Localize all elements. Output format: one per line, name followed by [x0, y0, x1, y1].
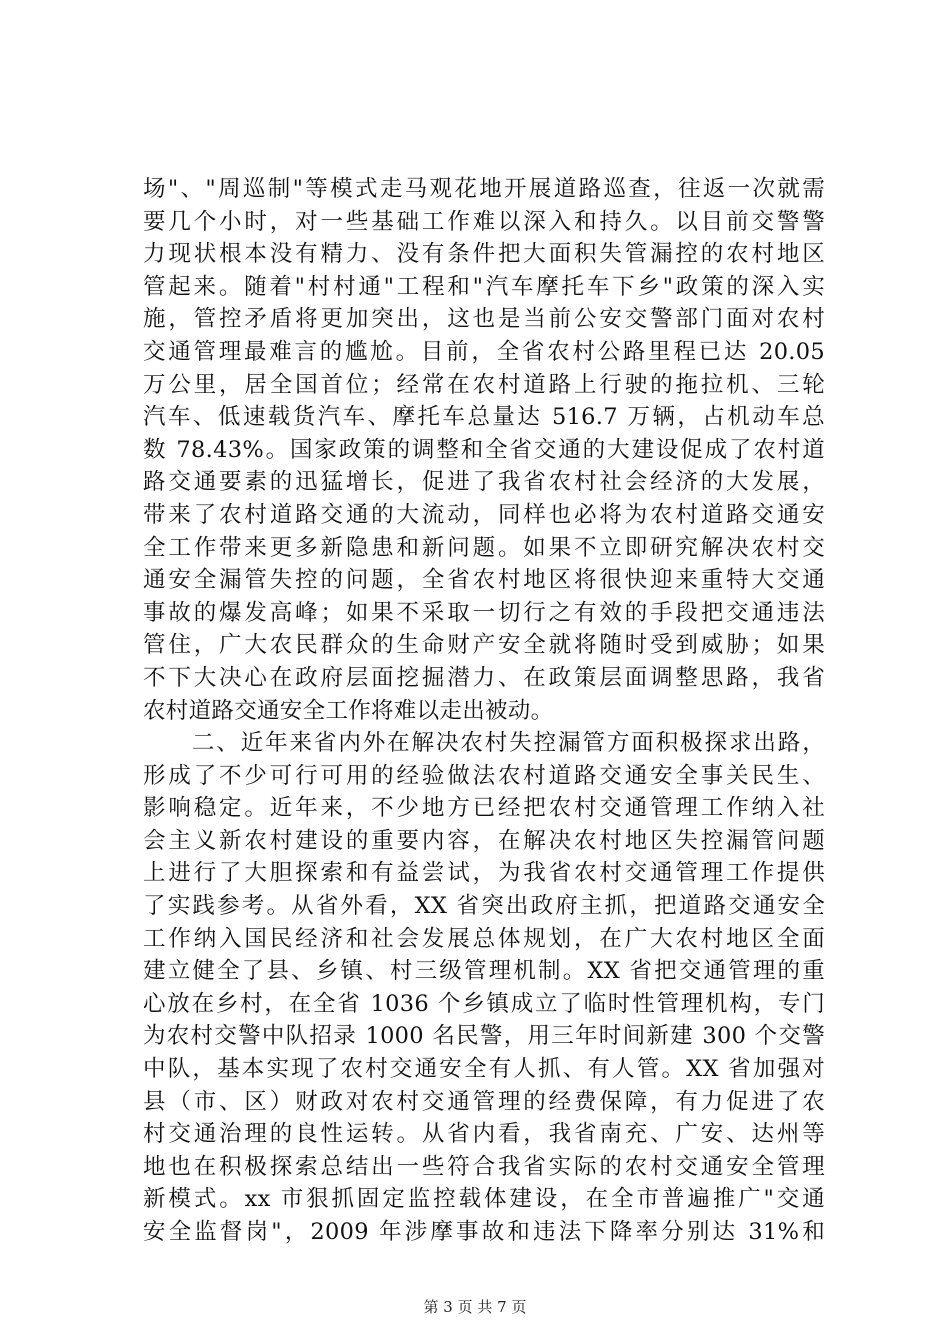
text-line: 工作纳入国民经济和社会发展总体规划，在广大农村地区全面 [143, 925, 825, 952]
paragraph-end-line: 农村道路交通安全工作将难以走出被动。 [143, 697, 554, 724]
text-line: 建立健全了县、乡镇、村三级管理机制。XX 省把交通管理的重 [143, 958, 825, 985]
text-line: 中队，基本实现了农村交通安全有人抓、有人管。XX 省加强对 [143, 1056, 825, 1083]
text-line: 上进行了大胆探索和有益尝试，为我省农村交通管理工作提供 [143, 860, 825, 887]
text-line: 管住，广大农民群众的生命财产安全就将随时受到威胁；如果 [143, 632, 825, 659]
text-line: 安全监督岗"，2009 年涉摩事故和违法下降率分别达 31%和 [143, 1219, 825, 1245]
text-line: 管起来。随着"村村通"工程和"汽车摩托车下乡"政策的深入实 [143, 273, 825, 300]
text-line: 会主义新农村建设的重要内容，在解决农村地区失控漏管问题 [143, 827, 825, 854]
text-line: 全工作带来更多新隐患和新问题。如果不立即研究解决农村交 [143, 534, 825, 561]
section-heading-line: 二、近年来省内外在解决农村失控漏管方面积极探求出路， [143, 730, 825, 757]
text-line: 要几个小时，对一些基础工作难以深入和持久。以目前交警警 [143, 208, 825, 235]
text-line: 力现状根本没有精力、没有条件把大面积失管漏控的农村地区 [143, 241, 825, 268]
text-line: 县（市、区）财政对农村交通管理的经费保障，有力促进了农 [143, 1088, 825, 1115]
text-line: 了实践参考。从省外看，XX 省突出政府主抓，把道路交通安全 [143, 893, 825, 920]
text-line: 影响稳定。近年来，不少地方已经把农村交通管理工作纳入社 [143, 795, 825, 822]
text-line: 地也在积极探索总结出一些符合我省实际的农村交通安全管理 [143, 1153, 825, 1180]
text-line: 汽车、低速载货汽车、摩托车总量达 516.7 万辆，占机动车总 [143, 404, 825, 431]
text-line: 不下大决心在政府层面挖掘潜力、在政策层面调整思路，我省 [143, 664, 825, 691]
text-line: 新模式。xx 市狠抓固定监控载体建设，在全市普遍推广"交通 [143, 1186, 825, 1213]
text-line: 为农村交警中队招录 1000 名民警，用三年时间新建 300 个交警 [143, 1023, 825, 1050]
page-number-footer: 第 3 页 共 7 页 [423, 1298, 527, 1316]
text-line: 带来了农村道路交通的大流动，同样也必将为农村道路交通安 [143, 501, 825, 528]
text-line: 通安全漏管失控的问题，全省农村地区将很快迎来重特大交通 [143, 567, 825, 594]
text-line: 施，管控矛盾将更加突出，这也是当前公安交警部门面对农村 [143, 306, 825, 333]
text-line: 形成了不少可行可用的经验做法农村道路交通安全事关民生、 [143, 762, 825, 789]
text-line: 数 78.43%。国家政策的调整和全省交通的大建设促成了农村道 [143, 436, 825, 463]
text-line: 村交通治理的良性运转。从省内看，我省南充、广安、达州等 [143, 1121, 825, 1148]
text-line: 场"、"周巡制"等模式走马观花地开展道路巡查，往返一次就需 [143, 176, 825, 202]
text-line: 路交通要素的迅猛增长，促进了我省农村社会经济的大发展， [143, 469, 825, 496]
text-line: 事故的爆发高峰；如果不采取一切行之有效的手段把交通违法 [143, 599, 825, 626]
document-body [143, 173, 825, 1249]
text-line: 交通管理最难言的尴尬。目前，全省农村公路里程已达 20.05 [143, 338, 825, 365]
text-line: 万公里，居全国首位；经常在农村道路上行驶的拖拉机、三轮 [143, 371, 825, 398]
text-line: 心放在乡村，在全省 1036 个乡镇成立了临时性管理机构，专门 [143, 990, 825, 1017]
